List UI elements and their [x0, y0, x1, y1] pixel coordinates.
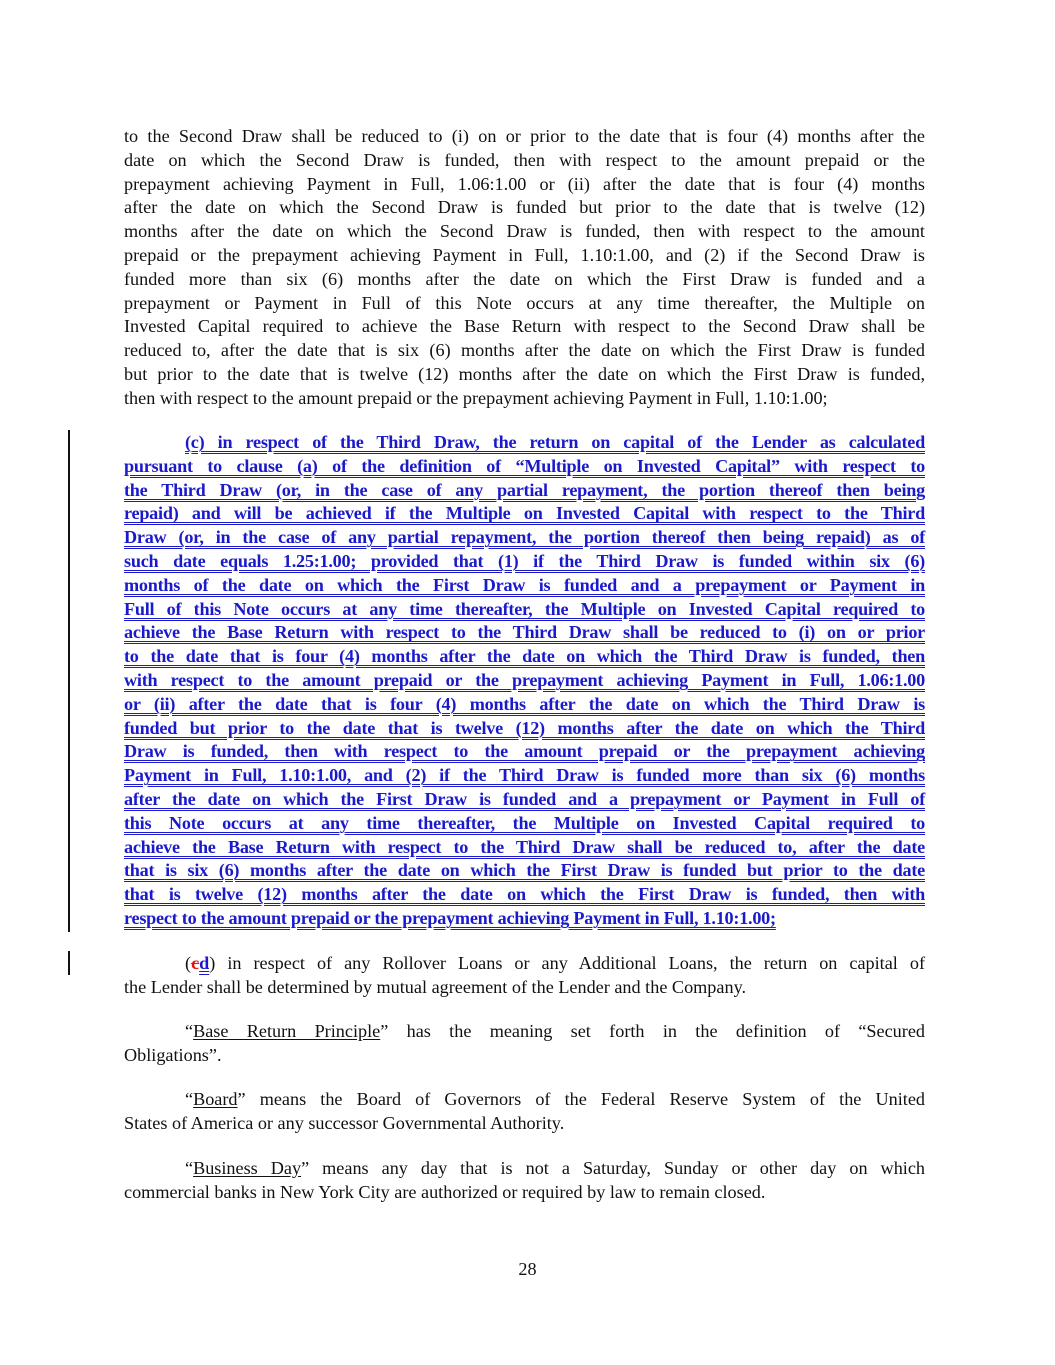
defined-term: Business Day [193, 1158, 302, 1178]
inserted-text-line: such date equals 1.25:1.00; provided that (1) if the Third Draw is funded within six (6) [124, 550, 925, 571]
inserted-text-line: or (ii) after the date that is four (4) months after the date on which the Third Draw is [124, 693, 925, 714]
text-line: prepayment achieving Payment in Full, 1.06:1.00 or (ii) after the date that is four (4) months [124, 173, 925, 194]
text-line: then with respect to the amount prepaid or the prepayment achieving Payment in Full, 1.10:1.00; [124, 387, 828, 408]
text-line: to the Second Draw shall be reduced to (i) on or prior to the date that is four (4) months after the [124, 126, 925, 146]
text-line: reduced to, after the date that is six (6) months after the date on which the First Draw is funded [124, 340, 925, 361]
text-line: Invested Capital required to achieve the Base Return with respect to the Second Draw shall be [124, 316, 925, 337]
open-quote: “ [185, 1158, 194, 1178]
inserted-text-line: that is six (6) months after the date on which the First Draw is funded but prior to the date [124, 860, 925, 881]
inserted-text-line: with respect to the amount prepaid or the prepayment achieving Payment in Full, 1.06:1.00 [124, 669, 925, 690]
definition-text: ” means the Board of Governors of the Federal Reserve System of the United [237, 1089, 925, 1109]
text-line: after the date on which the Second Draw is funded but prior to the date that is twelve (12) [124, 197, 925, 218]
inserted-text-line: months of the date on which the First Draw is funded and a prepayment or Payment in [124, 574, 925, 595]
text-line: funded more than six (6) months after the date on which the First Draw is funded and a [124, 268, 925, 289]
text-line: the Lender shall be determined by mutual agreement of the Lender and the Company. [124, 976, 747, 997]
open-quote: “ [185, 1089, 194, 1109]
text-line: months after the date on which the Second Draw is funded, then with respect to the amount [124, 221, 925, 242]
inserted-text-line: the Third Draw (or, in the case of any partial repayment, the portion thereof then being [124, 479, 925, 500]
inserted-text-line: funded but prior to the date that is twelve (12) months after the date on which the Third [124, 717, 925, 738]
inserted-text-line: respect to the amount prepaid or the prepayment achieving Payment in Full, 1.10:1.00; [124, 907, 776, 928]
text-line: Obligations”. [124, 1044, 222, 1065]
definition-business-day [124, 1157, 925, 1205]
change-bar [68, 430, 70, 932]
text-line [124, 1088, 925, 1112]
open-paren: ( [185, 953, 192, 973]
inserted-text-line: achieve the Base Return with respect to the Third Draw shall be reduced to (i) on or prior [124, 622, 925, 643]
text-line [124, 1020, 925, 1044]
text-line: date on which the Second Draw is funded, then with respect to the amount prepaid or the [124, 149, 925, 170]
text-line: commercial banks in New York City are authorized or required by law to remain closed. [124, 1181, 766, 1202]
text-line [124, 952, 925, 976]
inserted-text-line: Full of this Note occurs at any time thereafter, the Multiple on Invested Capital required to [124, 598, 925, 619]
defined-term: Base Return Principle [193, 1021, 381, 1041]
clause-d-text: ) in respect of any Rollover Loans or any Additional Loans, the return on capital of [209, 953, 925, 973]
text-line: but prior to the date that is twelve (12) months after the date on which the First Draw is funded, [124, 363, 925, 384]
defined-term: Board [193, 1089, 238, 1109]
inserted-text-line: (c) in respect of the Third Draw, the return on capital of the Lender as calculated [185, 432, 925, 452]
definition-text: ” means any day that is not a Saturday, Sunday or other day on which [301, 1158, 926, 1178]
change-bar [68, 951, 70, 975]
deleted-letter: c [191, 953, 200, 973]
inserted-text-line: to the date that is four (4) months after the date on which the Third Draw is funded, then [124, 646, 925, 667]
inserted-text-line: Draw (or, in the case of any partial repayment, the portion thereof then being repaid) as of [124, 527, 925, 548]
inserted-text-line: that is twelve (12) months after the date on which the First Draw is funded, then with [124, 884, 925, 905]
inserted-text-line: achieve the Base Return with respect to the Third Draw shall be reduced to, after the date [124, 836, 925, 857]
text-line: prepayment or Payment in Full of this Note occurs at any time thereafter, the Multiple on [124, 292, 925, 313]
definition-base-return-principle [124, 1020, 925, 1068]
open-quote: “ [185, 1021, 194, 1041]
inserted-text-line: pursuant to clause (a) of the definition of “Multiple on Invested Capital” with respect to [124, 455, 925, 476]
inserted-text-line: this Note occurs at any time thereafter, the Multiple on Invested Capital required to [124, 812, 925, 833]
inserted-text-line: Payment in Full, 1.10:1.00, and (2) if the Third Draw is funded more than six (6) months [124, 765, 925, 786]
text-line [124, 1157, 925, 1181]
definition-board [124, 1088, 925, 1136]
inserted-clause-c [124, 431, 925, 931]
text-line: prepaid or the prepayment achieving Payment in Full, 1.10:1.00, and (2) if the Second Draw is [124, 244, 925, 265]
inserted-text-line: repaid) and will be achieved if the Multiple on Invested Capital with respect to the Third [124, 503, 925, 524]
page-number: 28 [518, 1259, 537, 1279]
inserted-letter: d [199, 953, 210, 973]
inserted-text-line: Draw is funded, then with respect to the amount prepaid or the prepayment achieving [124, 741, 925, 762]
clause-d-paragraph [124, 952, 925, 1000]
inserted-text-line: after the date on which the First Draw is funded and a prepayment or Payment in Full of [124, 788, 925, 809]
text-line: States of America or any successor Governmental Authority. [124, 1112, 565, 1133]
definition-text: ” has the meaning set forth in the definition of “Secured [380, 1021, 925, 1041]
paragraph-second-draw-continuation [124, 125, 925, 411]
